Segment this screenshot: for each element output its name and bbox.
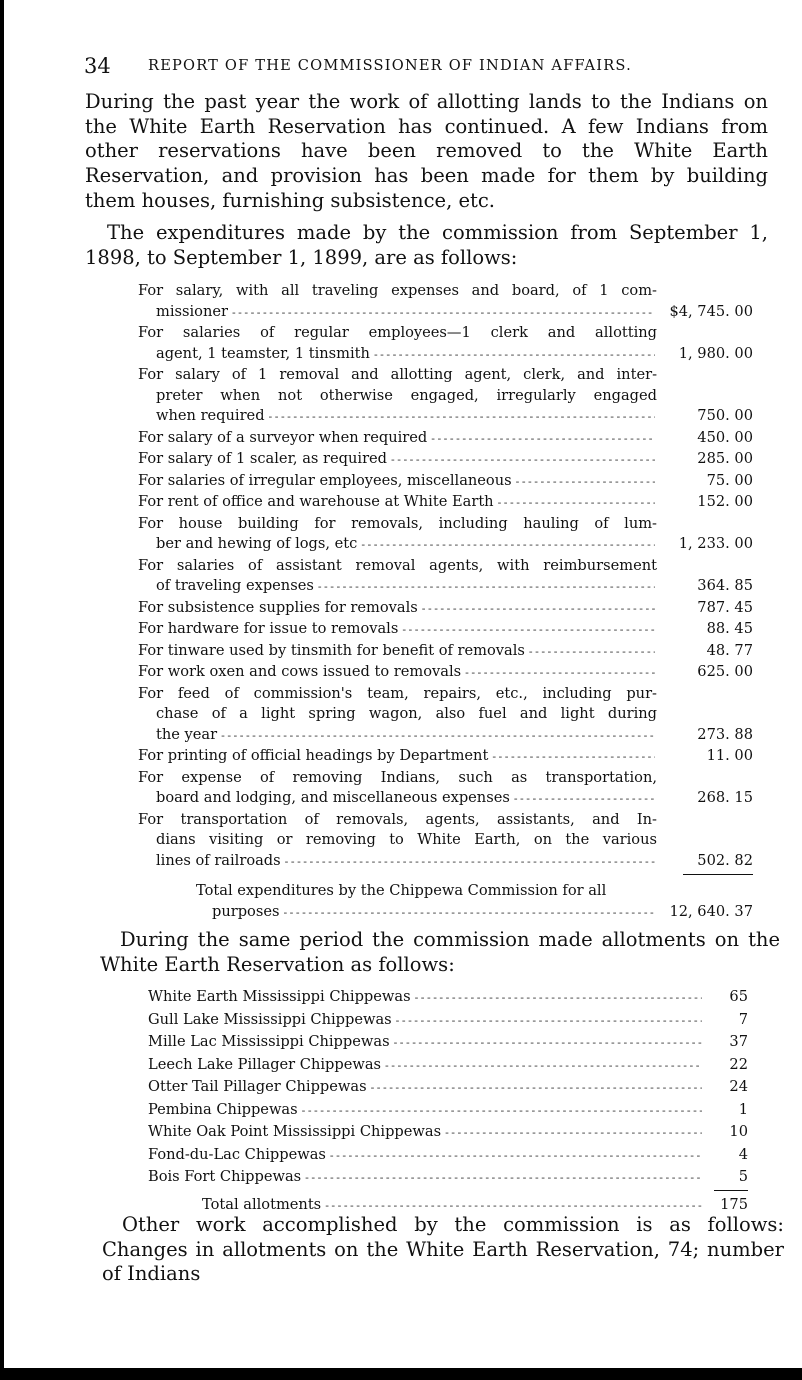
- allotment-count: 10: [729, 1123, 748, 1140]
- expenditure-row: [138, 449, 753, 471]
- allotment-total-label: Total allotments: [202, 1195, 322, 1213]
- expenditure-amount: 450. 00: [697, 428, 753, 446]
- dot-leader: [394, 1031, 702, 1054]
- expenditure-description: of traveling expenses: [156, 577, 314, 594]
- dot-leader: [402, 619, 655, 641]
- dot-leader: [305, 1166, 702, 1189]
- expenditure-last-line: [138, 428, 753, 450]
- expenditure-amount: 625. 00: [697, 663, 753, 680]
- expenditure-last-line: [138, 746, 753, 768]
- expenditure-description-line: For salary of 1 removal and allotting agent, clerk, and inter-: [138, 366, 657, 383]
- allotment-band: Mille Lac Mississippi Chippewas: [148, 1033, 390, 1050]
- expenditure-description: missioner: [156, 302, 228, 320]
- expenditure-description-line: For house building for removals, including hauling of lum-: [138, 514, 657, 532]
- expenditure-description: For salary of 1 scaler, as required: [138, 450, 388, 467]
- allotment-row: [148, 1054, 748, 1077]
- expenditure-amount: 285. 00: [697, 450, 753, 467]
- dot-leader: [396, 1009, 702, 1032]
- allotment-band: White Earth Mississippi Chippewas: [148, 988, 411, 1005]
- expenditure-row: [138, 492, 753, 514]
- allotment-count: 1: [738, 1100, 748, 1118]
- allotment-line: [148, 1009, 748, 1032]
- expenditure-row: [138, 598, 753, 620]
- expenditure-description: lines of railroads: [156, 851, 281, 869]
- expenditure-row: [138, 746, 753, 768]
- allotment-count: 7: [738, 1010, 748, 1028]
- allotment-band: Leech Lake Pillager Chippewas: [148, 1055, 382, 1073]
- expenditure-description-line: preter when not otherwise engaged, irregularly engaged: [156, 386, 657, 404]
- expenditure-description: For printing of official headings by Department: [138, 747, 489, 764]
- dot-leader: [330, 1144, 702, 1167]
- paragraph-other-work: Other work accomplished by the commission is as follows: Changes in allotments on the White Earth Reservation, 74; number of Indians: [102, 1213, 784, 1286]
- expenditure-description: For rent of office and warehouse at White Earth: [138, 493, 494, 510]
- expenditure-description: when required: [156, 407, 265, 424]
- allotment-count: 22: [729, 1055, 748, 1073]
- allotment-count: 24: [729, 1078, 748, 1095]
- page-header: [84, 54, 724, 84]
- expenditure-last-line: [138, 492, 753, 514]
- dot-leader: [269, 406, 655, 428]
- expenditure-row: [138, 619, 753, 641]
- total-amount: 12, 640. 37: [669, 902, 753, 920]
- expenditure-amount: 1, 233. 00: [678, 535, 753, 552]
- expenditure-row: [138, 810, 753, 873]
- allotment-row: [148, 1121, 748, 1144]
- expenditure-description: For work oxen and cows issued to removals: [138, 663, 462, 680]
- allotment-total-count: 175: [720, 1195, 748, 1213]
- expenditure-row: [138, 768, 753, 810]
- expenditure-amount: 273. 88: [697, 725, 753, 743]
- total-label-line: Total expenditures by the Chippewa Commission for all: [196, 882, 607, 899]
- allotment-line: [148, 1121, 748, 1144]
- expenditure-amount: 502. 82: [697, 851, 753, 869]
- expenditure-last-line: [138, 662, 753, 684]
- expenditure-amount: 750. 00: [697, 407, 753, 424]
- allotment-band: White Oak Point Mississippi Chippewas: [148, 1123, 442, 1140]
- dot-leader: [422, 598, 655, 620]
- allotment-row: [148, 986, 748, 1009]
- dot-leader: [371, 1076, 702, 1099]
- expenditure-last-line: [138, 598, 753, 620]
- expenditure-amount: 268. 15: [697, 789, 753, 806]
- expenditure-row: [138, 514, 753, 556]
- expenditure-amount: 1, 980. 00: [678, 344, 753, 362]
- expenditure-amount: $4, 745. 00: [669, 302, 753, 320]
- dot-leader: [302, 1099, 702, 1122]
- allotment-count: 65: [729, 988, 748, 1005]
- scan-border-bottom: [0, 1368, 802, 1380]
- expenditure-description: ber and hewing of logs, etc: [156, 535, 358, 552]
- expenditure-amount: 364. 85: [697, 577, 753, 594]
- allotment-band: Bois Fort Chippewas: [148, 1168, 302, 1185]
- expenditure-amount: 75. 00: [706, 471, 753, 489]
- expenditure-description-line: For expense of removing Indians, such as transportation,: [138, 768, 657, 786]
- expenditure-description-line: chase of a light spring wagon, also fuel and light during: [156, 705, 657, 722]
- dot-leader: [361, 534, 655, 556]
- allotment-row: [148, 1076, 748, 1099]
- allotment-line: [148, 1076, 748, 1099]
- expenditure-last-line: [138, 449, 753, 471]
- allotment-count: 37: [729, 1033, 748, 1050]
- allotments-table: [148, 986, 748, 1216]
- dot-leader: [374, 344, 655, 366]
- dot-leader: [516, 471, 655, 493]
- expenditure-last-line: [138, 641, 753, 663]
- expenditure-description-line: dians visiting or removing to White Earth, on the various: [156, 831, 657, 848]
- allotment-row: [148, 1099, 748, 1122]
- expenditure-description: For tinware used by tinsmith for benefit of removals: [138, 641, 525, 659]
- allotment-row: [148, 1031, 748, 1054]
- expenditure-amount: 152. 00: [697, 493, 753, 510]
- paragraph-allotting-work: During the past year the work of allotting lands to the Indians on the White Earth Reservation has continued. A few Indians from other reservations have been removed to the White Earth Reservation, and provision has been made for them by building them houses, furnishing subsistence, etc.: [85, 90, 768, 212]
- expenditure-last-line: [138, 619, 753, 641]
- expenditure-last-line: [138, 534, 753, 556]
- expenditure-last-line: [138, 406, 753, 428]
- dot-leader: [415, 986, 702, 1009]
- allotment-line: [148, 986, 748, 1009]
- expenditure-description-line: For salaries of regular employees—1 clerk and allotting: [138, 324, 657, 341]
- dot-leader: [285, 851, 655, 873]
- expenditure-description: the year: [156, 725, 218, 743]
- paragraph-expenditures-intro: The expenditures made by the commission from September 1, 1898, to September 1, 1899, are as follows:: [85, 221, 768, 269]
- expenditure-row: [138, 471, 753, 493]
- expenditure-row: [138, 684, 753, 747]
- allotment-band: Fond-du-Lac Chippewas: [148, 1145, 326, 1163]
- expenditure-row: [138, 556, 753, 598]
- expenditure-description: For hardware for issue to removals: [138, 620, 399, 637]
- total-label: purposes: [212, 902, 280, 920]
- allotment-line: [148, 1054, 748, 1077]
- expenditure-row: [138, 281, 753, 323]
- allotment-row: [148, 1009, 748, 1032]
- expenditure-description: For salary of a surveyor when required: [138, 428, 428, 446]
- dot-leader: [232, 302, 655, 324]
- dot-leader: [445, 1121, 702, 1144]
- dot-leader: [431, 428, 655, 450]
- expenditure-last-line: [138, 725, 753, 747]
- expenditure-row: [138, 641, 753, 663]
- scan-border-left: [0, 0, 4, 1380]
- expenditure-last-line: [138, 344, 753, 366]
- dot-leader: [391, 449, 655, 471]
- expenditure-amount: 48. 77: [706, 641, 753, 659]
- page-number: 34: [84, 54, 111, 78]
- expenditure-last-line: [138, 851, 753, 873]
- total-last-line: [196, 902, 753, 924]
- allotment-row: [148, 1144, 748, 1167]
- allotment-band: Pembina Chippewas: [148, 1100, 298, 1118]
- allotment-band: Otter Tail Pillager Chippewas: [148, 1078, 367, 1095]
- allotment-line: [148, 1144, 748, 1167]
- dot-leader: [221, 725, 655, 747]
- expenditure-description: board and lodging, and miscellaneous expenses: [156, 789, 510, 806]
- paragraph-allotments-intro: During the same period the commission made allotments on the White Earth Reservation as follows:: [100, 928, 780, 976]
- dot-leader: [318, 576, 655, 598]
- expenditure-last-line: [138, 471, 753, 493]
- expenditure-row: [138, 662, 753, 684]
- expenditure-description-line: For salaries of assistant removal agents, with reimbursement: [138, 556, 657, 574]
- expenditure-last-line: [138, 788, 753, 810]
- expenditure-description: agent, 1 teamster, 1 tinsmith: [156, 344, 370, 362]
- dot-leader: [465, 662, 655, 684]
- expenditure-description-line: For salary, with all traveling expenses and board, of 1 com-: [138, 282, 657, 299]
- expenditure-amount: 787. 45: [697, 598, 753, 616]
- dot-leader: [283, 902, 655, 924]
- expenditure-description-line: For transportation of removals, agents, assistants, and In-: [138, 810, 657, 828]
- running-head: REPORT OF THE COMMISSIONER OF INDIAN AFFAIRS.: [148, 57, 632, 74]
- allotment-line: [148, 1031, 748, 1054]
- expenditure-description: For salaries of irregular employees, miscellaneous: [138, 471, 512, 489]
- allotment-row: [148, 1166, 748, 1189]
- allotment-line: [148, 1166, 748, 1189]
- dot-leader: [514, 788, 655, 810]
- dot-leader: [385, 1054, 702, 1077]
- sum-rule: [714, 1190, 748, 1191]
- expenditure-description: For subsistence supplies for removals: [138, 598, 418, 616]
- expenditure-amount: 88. 45: [706, 620, 753, 637]
- dot-leader: [498, 492, 655, 514]
- expenditure-last-line: [138, 576, 753, 598]
- expenditure-total-row: [138, 881, 753, 923]
- dot-leader: [529, 641, 655, 663]
- allotment-count: 5: [738, 1168, 748, 1185]
- expenditure-last-line: [138, 302, 753, 324]
- expenditure-description-line: For feed of commission's team, repairs, etc., including pur-: [138, 684, 657, 702]
- dot-leader: [492, 746, 655, 768]
- expenditure-row: [138, 428, 753, 450]
- sum-rule: [683, 874, 753, 875]
- allotment-band: Gull Lake Mississippi Chippewas: [148, 1010, 392, 1028]
- expenditure-amount: 11. 00: [706, 747, 753, 764]
- allotment-line: [148, 1099, 748, 1122]
- expenditure-row: [138, 365, 753, 428]
- allotment-count: 4: [738, 1145, 748, 1163]
- expenditure-row: [138, 323, 753, 365]
- expenditures-table: [138, 281, 753, 923]
